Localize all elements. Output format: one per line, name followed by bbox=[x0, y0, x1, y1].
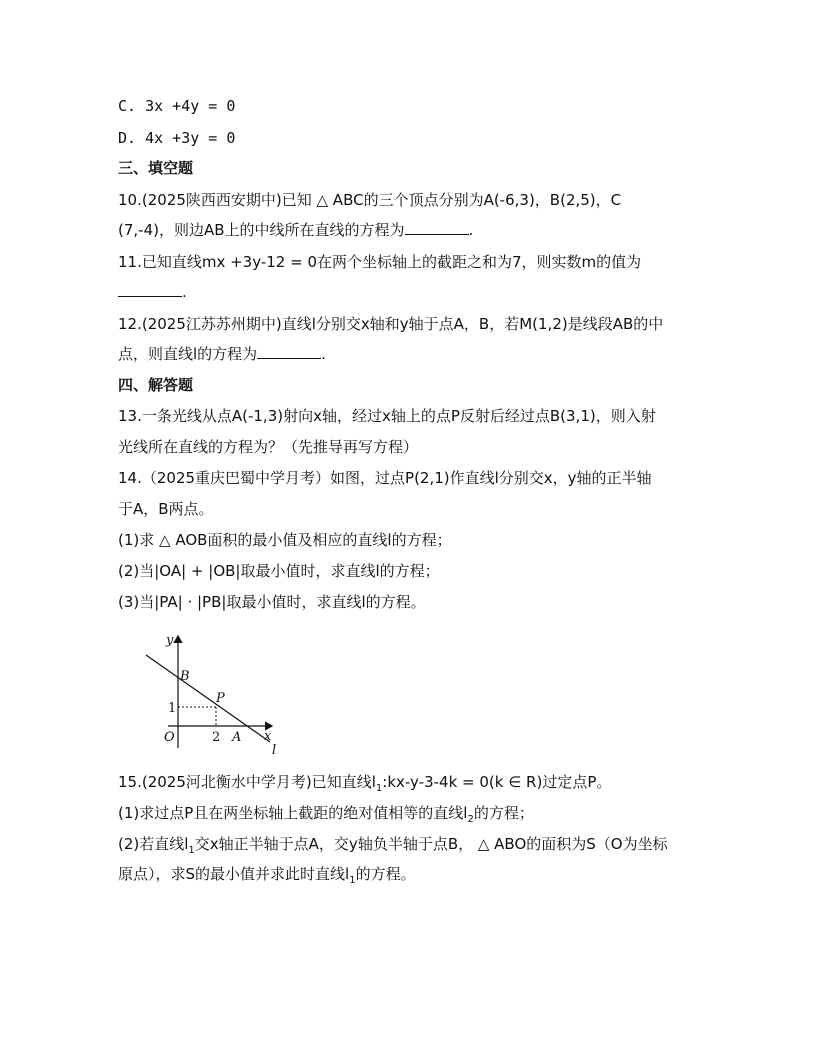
question-15-part-1-a: (1)求过点P且在两坐标轴上截距的绝对值相等的直线l bbox=[118, 804, 468, 822]
question-15-line-1 bbox=[118, 772, 611, 792]
question-12-line-1: 12.(2025江苏苏州期中)直线l分别交x轴和y轴于点A，B，若M(1,2)是线段AB的中 bbox=[118, 315, 664, 333]
subscript: 1 bbox=[349, 875, 356, 886]
question-15-part-2-b: 交x轴正半轴于点A，交y轴负半轴于点B， △ ABO的面积为S（O为坐标 bbox=[194, 835, 668, 853]
question-12-text: 点，则直线l的方程为 bbox=[118, 345, 258, 363]
point-a-label: A bbox=[232, 730, 242, 745]
question-14-line-1: 14.（2025重庆巴蜀中学月考）如图，过点P(2,1)作直线l分别交x，y轴的正半轴 bbox=[118, 469, 652, 487]
question-15-text-b: :kx-y-3-4k = 0(k ∈ R)过定点P。 bbox=[382, 773, 612, 791]
period: . bbox=[321, 345, 326, 363]
question-11-line-1: 11.已知直线mx +3y-12 = 0在两个坐标轴上的截距之和为7，则实数m的值为 bbox=[118, 253, 642, 271]
point-p-label: P bbox=[216, 691, 225, 706]
tick-x-label: 2 bbox=[212, 730, 221, 745]
question-11-line-2 bbox=[118, 282, 187, 302]
question-10-line-1: 10.(2025陕西西安期中)已知 △ ABC的三个顶点分别为A(-6,3)，B(2,5)，C bbox=[118, 191, 622, 209]
period: . bbox=[182, 283, 187, 301]
question-14-part-3: (3)当|PA| · |PB|取最小值时，求直线l的方程。 bbox=[118, 593, 426, 611]
question-15-part-1-b: 的方程； bbox=[473, 804, 534, 822]
subscript: 1 bbox=[188, 845, 195, 856]
question-15-part-2-a: (2)若直线l bbox=[118, 835, 189, 853]
tick-y-label: 1 bbox=[168, 701, 177, 716]
question-13-line-2: 光线所在直线的方程为？（先推导再写方程） bbox=[118, 438, 419, 456]
answer-blank bbox=[405, 220, 469, 235]
x-axis-label: x bbox=[264, 729, 272, 744]
line-l-label: l bbox=[272, 743, 277, 758]
answer-blank bbox=[257, 344, 321, 359]
subscript: 1 bbox=[375, 783, 383, 794]
y-axis-label: y bbox=[166, 633, 174, 648]
question-15-part-2-d: 的方程。 bbox=[355, 865, 416, 883]
question-12-line-2 bbox=[118, 344, 326, 364]
question-15-part-2-c: 原点），求S的最小值并求此时直线l bbox=[118, 865, 350, 883]
question-14-line-2: 于A，B两点。 bbox=[118, 500, 214, 518]
period: . bbox=[468, 221, 474, 239]
origin-label: O bbox=[164, 730, 175, 745]
section-heading-answer: 四、解答题 bbox=[118, 376, 194, 394]
section-heading-fill-blank: 三、填空题 bbox=[118, 159, 194, 177]
line-l bbox=[146, 655, 270, 742]
option-c: C. 3x +4y = 0 bbox=[118, 97, 236, 115]
question-15-part-2-line-1 bbox=[118, 834, 668, 854]
question-15-text-a: 15.(2025河北衡水中学月考)已知直线l bbox=[118, 773, 376, 791]
option-d: D. 4x +3y = 0 bbox=[118, 129, 236, 147]
question-14-part-1: (1)求 △ AOB面积的最小值及相应的直线l的方程； bbox=[118, 531, 452, 549]
question-15-part-1 bbox=[118, 803, 534, 823]
question-15-part-2-line-2 bbox=[118, 864, 416, 884]
question-14-part-2: (2)当|OA| + |OB|取最小值时，求直线l的方程； bbox=[118, 562, 440, 580]
point-b-label: B bbox=[180, 669, 190, 684]
answer-blank bbox=[118, 282, 182, 297]
question-13-line-1: 13.一条光线从点A(-1,3)射向x轴，经过x轴上的点P反射后经过点B(3,1)，则入射 bbox=[118, 407, 656, 425]
coordinate-figure bbox=[140, 630, 290, 758]
question-10-line-2 bbox=[118, 220, 473, 240]
subscript: 2 bbox=[467, 814, 474, 825]
question-10-text: (7,-4)，则边AB上的中线所在直线的方程为 bbox=[118, 221, 405, 239]
